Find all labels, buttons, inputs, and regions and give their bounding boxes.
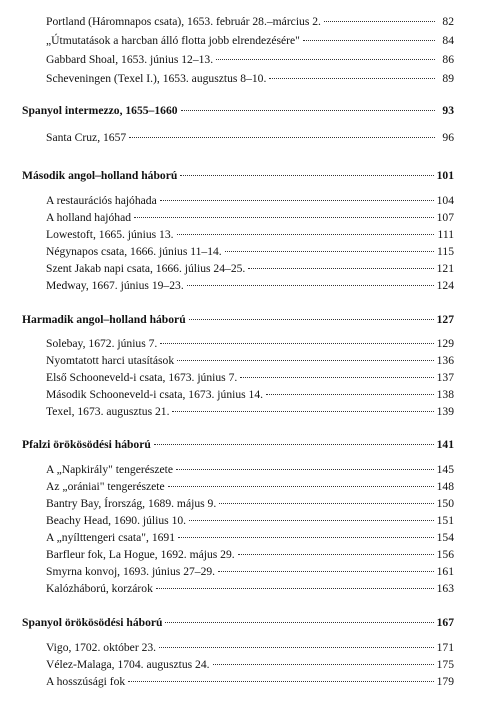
toc-entry-page: 145 [436, 463, 454, 476]
toc-entry-title: Bantry Bay, Írország, 1689. május 9. [46, 497, 217, 510]
toc-entry [46, 14, 454, 29]
toc-entry [46, 564, 454, 579]
toc-entry-page: 154 [436, 531, 454, 544]
toc-entry-title: Beachy Head, 1690. július 10. [46, 514, 187, 527]
toc-entry-title: Nyomtatott harci utasítások [46, 354, 175, 367]
dot-leader [156, 588, 434, 589]
toc-entry-page: 111 [437, 228, 454, 241]
toc-entry-page: 124 [436, 279, 454, 292]
toc-entry-title: A „nyílttengeri csata", 1691 [46, 531, 176, 544]
toc-entry-page: 89 [442, 72, 454, 85]
dot-leader [303, 40, 435, 41]
dot-leader [240, 377, 433, 378]
toc-entry-title: Első Schooneveld-i csata, 1673. június 7. [46, 371, 238, 384]
dot-leader [219, 503, 433, 504]
dot-leader [134, 217, 434, 218]
toc-entry [46, 581, 454, 596]
toc-entry [46, 278, 454, 293]
dot-leader [172, 411, 433, 412]
toc-entry-page: 156 [436, 548, 454, 561]
dot-leader [266, 394, 434, 395]
toc-entry [46, 353, 454, 368]
dot-leader [177, 360, 433, 361]
toc-section-page: 93 [442, 104, 454, 117]
toc-entry-title: Texel, 1673. augusztus 21. [46, 405, 170, 418]
toc-section-page: 101 [436, 169, 454, 182]
toc-entry [46, 640, 454, 655]
toc-entry-page: 139 [436, 405, 454, 418]
toc-entry [46, 674, 454, 689]
toc-entry-title: Portland (Háromnapos csata), 1653. február 28.–március 2. [46, 15, 321, 28]
toc-entry-title: Négynapos csata, 1666. június 11–14. [46, 245, 222, 258]
toc-entry-title: A hosszúsági fok [46, 675, 126, 688]
toc-section-page: 167 [436, 616, 454, 629]
toc-entry [46, 52, 454, 67]
toc-entry-page: 171 [436, 641, 454, 654]
toc-entry-title: Solebay, 1672. június 7. [46, 337, 158, 350]
dot-leader [324, 21, 435, 22]
toc-entry-title: Második Schooneveld-i csata, 1673. június 14. [46, 388, 264, 401]
toc-section-heading [22, 103, 454, 118]
dot-leader [180, 175, 433, 176]
dot-leader [187, 285, 434, 286]
toc-entry-title: Vigo, 1702. október 23. [46, 641, 157, 654]
toc-entry [46, 227, 454, 242]
toc-entry [46, 210, 454, 225]
toc-entry-title: Santa Cruz, 1657 [46, 131, 127, 144]
dot-leader [160, 343, 433, 344]
toc-entry [46, 496, 454, 511]
toc-entry [46, 71, 454, 86]
dot-leader [225, 251, 434, 252]
toc-entry-title: Smyrna konvoj, 1693. június 27–29. [46, 565, 216, 578]
toc-entry-page: 86 [442, 53, 454, 66]
toc-entry-page: 115 [437, 245, 454, 258]
toc-entry [46, 370, 454, 385]
toc-entry [46, 336, 454, 351]
toc-entry-title: Scheveningen (Texel I.), 1653. augusztus 8–10. [46, 72, 267, 85]
toc-entry-page: 129 [436, 337, 454, 350]
toc-entry-page: 151 [436, 514, 454, 527]
toc-entry-page: 121 [436, 262, 454, 275]
toc-entry [46, 261, 454, 276]
toc-entry-title: Gabbard Shoal, 1653. június 12–13. [46, 53, 214, 66]
toc-entry-page: 175 [436, 658, 454, 671]
toc-entry [46, 547, 454, 562]
toc-entry-title: A restaurációs hajóhada [46, 194, 157, 207]
toc-entry-page: 148 [436, 480, 454, 493]
toc-entry [46, 404, 454, 419]
toc-entry-title: A „Napkirály" tengerészete [46, 463, 174, 476]
dot-leader [178, 537, 434, 538]
toc-entry-title: Lowestoft, 1665. június 13. [46, 228, 174, 241]
toc-section-heading [22, 437, 454, 452]
toc-entry-page: 84 [442, 34, 454, 47]
toc-entry-title: Medway, 1667. június 19–23. [46, 279, 184, 292]
toc-entry-page: 163 [436, 582, 454, 595]
dot-leader [213, 664, 434, 665]
toc-entry-page: 179 [436, 675, 454, 688]
toc-entry-page: 96 [442, 131, 454, 144]
dot-leader [129, 137, 435, 138]
dot-leader [154, 444, 434, 445]
dot-leader [176, 469, 434, 470]
toc-entry-page: 107 [436, 211, 454, 224]
toc-entry-title: A holland hajóhad [46, 211, 132, 224]
toc-section-heading [22, 312, 454, 327]
toc-entry-title: Szent Jakab napi csata, 1666. július 24–25. [46, 262, 246, 275]
toc-entry-page: 82 [442, 15, 454, 28]
toc-entry-page: 136 [436, 354, 454, 367]
toc-section-heading [22, 615, 454, 630]
dot-leader [165, 622, 433, 623]
toc-entry-title: Az „orániai" tengerészete [46, 480, 165, 493]
toc-entry-title: „Útmutatások a harcban álló flotta jobb elrendezésére" [46, 34, 300, 47]
dot-leader [181, 110, 435, 111]
toc-entry-page: 137 [436, 371, 454, 384]
dot-leader [189, 319, 434, 320]
toc-entry-title: Vélez-Malaga, 1704. augusztus 24. [46, 658, 210, 671]
toc-entry [46, 387, 454, 402]
toc-section-page: 127 [436, 313, 454, 326]
toc-section-page: 141 [436, 438, 454, 451]
toc-entry [46, 462, 454, 477]
dot-leader [159, 647, 434, 648]
toc-entry-page: 104 [436, 194, 454, 207]
toc-section-heading [22, 168, 454, 183]
dot-leader [238, 554, 434, 555]
dot-leader [216, 59, 435, 60]
dot-leader [168, 486, 434, 487]
toc-entry [46, 513, 454, 528]
toc-entry [46, 244, 454, 259]
toc-entry-page: 150 [436, 497, 454, 510]
toc-section-title: Harmadik angol–holland háború [22, 313, 186, 326]
toc-entry [46, 530, 454, 545]
toc-entry [46, 33, 454, 48]
dot-leader [128, 681, 433, 682]
dot-leader [248, 268, 433, 269]
toc-section-title: Pfalzi örökösödési háború [22, 438, 151, 451]
toc-section-title: Spanyol intermezzo, 1655–1660 [22, 104, 178, 117]
toc-entry-page: 138 [436, 388, 454, 401]
dot-leader [218, 571, 434, 572]
dot-leader [189, 520, 434, 521]
dot-leader [160, 200, 434, 201]
toc-entry-page: 161 [436, 565, 454, 578]
toc-entry-title: Barfleur fok, La Hogue, 1692. május 29. [46, 548, 235, 561]
dot-leader [269, 78, 435, 79]
toc-entry [46, 130, 454, 145]
toc-section-title: Spanyol örökösödési háború [22, 616, 163, 629]
toc-entry [46, 193, 454, 208]
toc-entry [46, 479, 454, 494]
toc-section-title: Második angol–holland háború [22, 169, 178, 182]
toc-entry [46, 657, 454, 672]
toc-entry-title: Kalózháború, korzárok [46, 582, 153, 595]
dot-leader [177, 234, 435, 235]
